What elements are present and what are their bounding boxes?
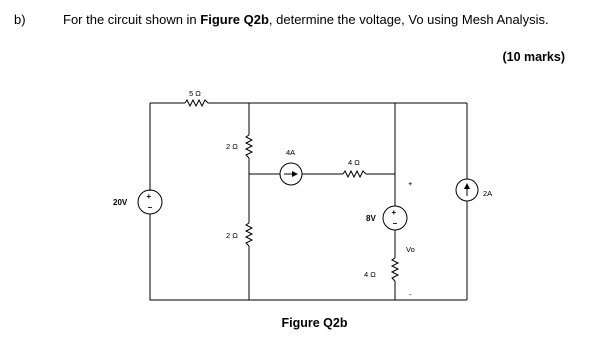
resistor-2ohm-upper (246, 135, 252, 158)
vo-plus-mark: + (408, 179, 413, 188)
figure-reference: Figure Q2b (200, 12, 269, 27)
figure-caption (0, 316, 603, 330)
resistor-2ohm-lower (246, 223, 252, 246)
question-text-end: , determine the voltage, Vo using Mesh Analysis. (268, 12, 549, 27)
label-vo: Vo (406, 245, 415, 254)
resistor-4ohm-horizontal (343, 171, 366, 177)
label-8v: 8V (366, 214, 376, 223)
source-20v-minus: − (147, 203, 153, 212)
resistor-5ohm (185, 100, 208, 106)
resistor-4ohm-vertical (392, 258, 398, 281)
label-4a: 4A (286, 148, 296, 157)
label-2a: 2A (483, 189, 493, 198)
wire-left-bottom (150, 214, 467, 300)
vo-minus-mark: - (409, 290, 412, 299)
source-8v-plus: + (391, 208, 397, 217)
question-label: b) (14, 12, 26, 27)
label-20v: 20V (113, 198, 128, 207)
label-5ohm: 5 Ω (189, 89, 201, 98)
marks-label: (10 marks) (502, 50, 565, 64)
label-4ohm-horizontal: 4 Ω (348, 158, 360, 167)
label-4ohm-vertical: 4 Ω (364, 270, 376, 279)
question-text-start: For the circuit shown in (63, 12, 201, 27)
arrow-right-icon (292, 171, 298, 177)
figure-caption-text: Figure Q2b (281, 316, 348, 330)
label-2ohm-lower: 2 Ω (226, 231, 238, 240)
arrow-up-icon (464, 183, 470, 189)
source-20v-plus: + (146, 192, 152, 201)
source-8v-minus: − (392, 219, 398, 228)
label-2ohm-upper: 2 Ω (226, 142, 238, 151)
